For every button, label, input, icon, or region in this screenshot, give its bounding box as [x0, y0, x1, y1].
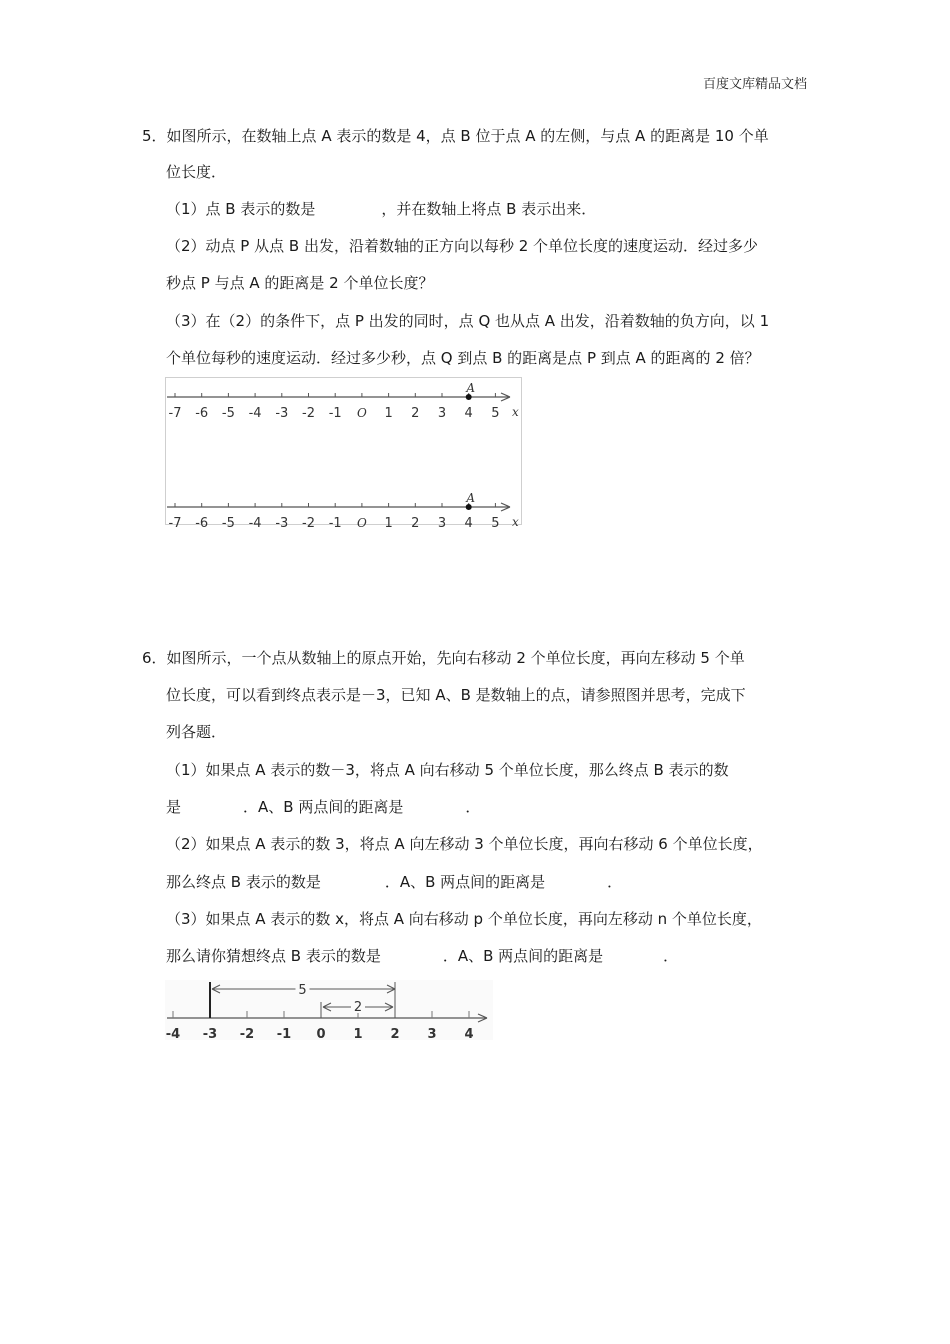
q5-number-lines-svg [165, 377, 523, 531]
q5-axis-top [167, 381, 519, 421]
tick-label-0: 0 [316, 1027, 326, 1042]
tick-label-2: 2 [390, 1027, 400, 1042]
tick-label-5: 5 [491, 516, 500, 531]
tick-label-3: 3 [437, 516, 447, 531]
tick-label--1: -1 [328, 406, 342, 421]
tick-label--7: -7 [168, 516, 182, 531]
q5-stem-line2: 位长度． [166, 163, 227, 181]
q5-part1-text-a: （1）点 B 表示的数是 [166, 200, 316, 218]
q6-number-line-svg [165, 980, 495, 1042]
tick-label--2: -2 [302, 516, 315, 531]
tick-label-3: 3 [427, 1027, 437, 1042]
tick-label-3: 3 [437, 406, 447, 421]
q6-part3-text-d: ． [663, 947, 679, 965]
q5-part3-line1: （3）在（2）的条件下，点 P 出发的同时，点 Q 也从点 A 出发，沿着数轴的负方向，以 1 [166, 312, 770, 330]
q6-part2-text-c: ．A、B 两点间的距离是 [384, 873, 546, 891]
tick-label-2: 2 [411, 516, 420, 531]
tick-label--4: -4 [248, 516, 262, 531]
q6-part1-line2 [166, 797, 480, 817]
q6-part3-line1: （3）如果点 A 表示的数 x，将点 A 向右移动 p 个单位长度，再向左移动 n 个单位长度， [166, 910, 762, 928]
tick-label-1: 1 [384, 516, 393, 531]
tick-label-4: 4 [464, 406, 473, 421]
tick-label--1: -1 [328, 516, 342, 531]
q6-part1-text-c: ．A、B 两点间的距离是 [243, 798, 404, 816]
q5-part2-line1: （2）动点 P 从点 B 出发，沿着数轴的正方向以每秒 2 个单位长度的速度运动．经过多少 [166, 237, 759, 255]
q6-part2-text-d: ． [607, 873, 623, 891]
q6-figure [165, 980, 495, 1042]
q6-part3-line2 [166, 946, 678, 966]
tick-label--3: -3 [202, 1027, 218, 1042]
q6-part3-text-b: 那么请你猜想终点 B 表示的数是 [166, 947, 381, 965]
q6-part2-line2 [166, 872, 622, 892]
tick-label--5: -5 [221, 516, 235, 531]
tick-label--5: -5 [221, 406, 235, 421]
tick-label--3: -3 [275, 406, 289, 421]
move-right-label: 2 [353, 1000, 363, 1015]
tick-label-5: 5 [491, 406, 500, 421]
tick-label--2: -2 [302, 406, 315, 421]
page-header-source: 百度文库精品文档 [702, 77, 807, 92]
q6-part3-text-c: ．A、B 两点间的距离是 [442, 947, 604, 965]
tick-label--4: -4 [248, 406, 262, 421]
q6-stem-line2: 位长度，可以看到终点表示是－3，已知 A、B 是数轴上的点，请参照图并思考，完成下 [166, 686, 746, 704]
q5-figure [165, 377, 523, 531]
tick-label--7: -7 [168, 406, 182, 421]
tick-label-2: 2 [411, 406, 420, 421]
tick-label-O: O [356, 516, 367, 530]
q5-part3-line2: 个单位每秒的速度运动．经过多少秒，点 Q 到点 B 的距离是点 P 到点 A 的距离的 2 倍？ [166, 349, 760, 367]
tick-label--6: -6 [195, 516, 209, 531]
axis-variable-label: x [512, 405, 519, 419]
tick-label--4: -4 [165, 1027, 181, 1042]
q5-part1 [166, 199, 596, 219]
q6-stem-line1: 6．如图所示，一个点从数轴上的原点开始，先向右移动 2 个单位长度，再向左移动 5 个单 [142, 649, 745, 667]
tick-label--1: -1 [276, 1027, 292, 1042]
q5-part2-line2: 秒点 P 与点 A 的距离是 2 个单位长度？ [166, 274, 434, 292]
q6-stem-line3: 列各题． [166, 723, 227, 741]
point-a-label: A [466, 381, 476, 395]
tick-label-O: O [356, 406, 367, 420]
q6-part1-text-b: 是 [166, 798, 182, 816]
tick-label-1: 1 [353, 1027, 363, 1042]
q6-part2-line1: （2）如果点 A 表示的数 3，将点 A 向左移动 3 个单位长度，再向右移动 6 个单位长度， [166, 835, 763, 853]
move-left-label: 5 [298, 983, 307, 998]
q5-stem-line1: 5．如图所示，在数轴上点 A 表示的数是 4，点 B 位于点 A 的左侧，与点 A 的距离是 10 个单 [142, 127, 769, 145]
q6-part2-text-b: 那么终点 B 表示的数是 [166, 873, 321, 891]
q5-part1-text-b: ，并在数轴上将点 B 表示出来． [381, 200, 597, 218]
tick-label--2: -2 [239, 1027, 255, 1042]
tick-label-4: 4 [464, 1027, 474, 1042]
q6-part1-text-d: ． [465, 798, 481, 816]
tick-label--3: -3 [275, 516, 289, 531]
tick-label-4: 4 [464, 516, 473, 531]
q6-part1-line1: （1）如果点 A 表示的数－3，将点 A 向右移动 5 个单位长度，那么终点 B 表示的数 [166, 761, 729, 779]
axis-variable-label: x [512, 515, 519, 529]
tick-label--6: -6 [195, 406, 209, 421]
point-a-label: A [466, 491, 476, 505]
tick-label-1: 1 [384, 406, 393, 421]
